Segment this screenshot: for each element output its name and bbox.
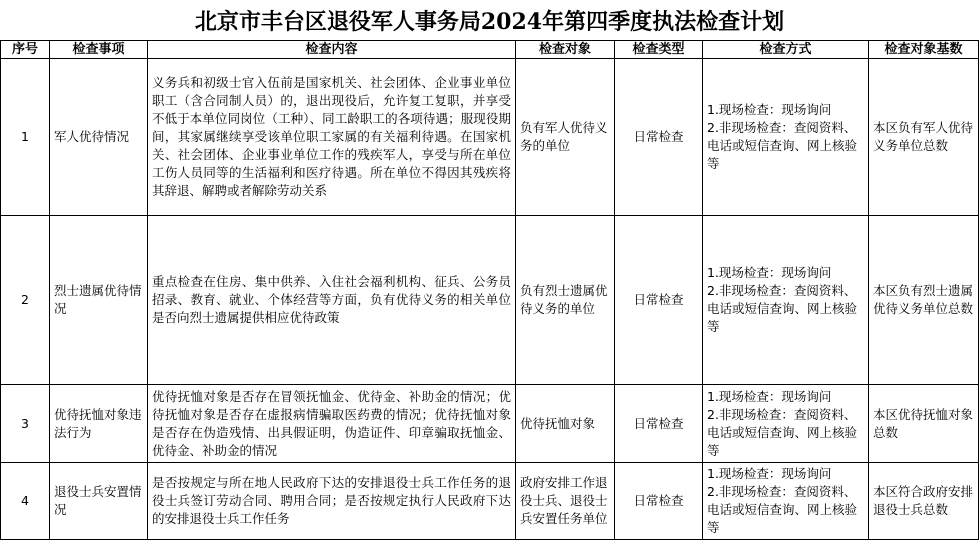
row-target: 负有烈士遗属优待义务的单位 (516, 216, 615, 385)
table-row (1, 385, 979, 463)
table-row (1, 59, 979, 216)
row-base: 本区负有烈士遗属优待义务单位总数 (869, 216, 979, 385)
row-no: 2 (1, 216, 50, 385)
row-item: 军人优待情况 (50, 59, 148, 216)
row-method: 1.现场检查：现场询问 2.非现场检查：查阅资料、电话或短信查询、网上核验等 (703, 463, 869, 540)
table-row (1, 216, 979, 385)
row-target: 优待抚恤对象 (516, 385, 615, 463)
header-type: 检查类型 (615, 41, 703, 59)
table-header-row (1, 41, 979, 59)
row-no: 4 (1, 463, 50, 540)
row-target: 政府安排工作退役士兵、退役士兵安置任务单位 (516, 463, 615, 540)
header-method: 检查方式 (703, 41, 869, 59)
inspection-plan-table (0, 40, 979, 540)
row-method: 1.现场检查：现场询问 2.非现场检查：查阅资料、电话或短信查询、网上核验等 (703, 59, 869, 216)
row-type: 日常检查 (615, 216, 703, 385)
row-content: 是否按规定与所在地人民政府下达的安排退役士兵工作任务的退役士兵签订劳动合同、聘用合同；是否按规定执行人民政府下达的安排退役士兵工作任务 (148, 463, 516, 540)
row-item: 优待抚恤对象违法行为 (50, 385, 148, 463)
row-content: 优待抚恤对象是否存在冒领抚恤金、优待金、补助金的情况；优待抚恤对象是否存在虚报病情骗取医药费的情况；优待抚恤对象是否存在伪造残情、出具假证明，伪造证件、印章骗取抚恤金、优待金、补助金的情况 (148, 385, 516, 463)
row-method: 1.现场检查：现场询问 2.非现场检查：查阅资料、电话或短信查询、网上核验等 (703, 216, 869, 385)
row-base: 本区优待抚恤对象总数 (869, 385, 979, 463)
page-title: 北京市丰台区退役军人事务局2024年第四季度执法检查计划 (194, 8, 785, 35)
header-base: 检查对象基数 (869, 41, 979, 59)
row-type: 日常检查 (615, 385, 703, 463)
row-item: 烈士遗属优待情况 (50, 216, 148, 385)
header-no: 序号 (1, 41, 50, 59)
header-target: 检查对象 (516, 41, 615, 59)
row-method: 1.现场检查：现场询问 2.非现场检查：查阅资料、电话或短信查询、网上核验等 (703, 385, 869, 463)
row-base: 本区负有军人优待义务单位总数 (869, 59, 979, 216)
row-target: 负有军人优待义务的单位 (516, 59, 615, 216)
row-no: 3 (1, 385, 50, 463)
row-content: 义务兵和初级士官入伍前是国家机关、社会团体、企业事业单位职工（含合同制人员）的，退出现役后，允许复工复职，并享受不低于本单位同岗位（工种）、同工龄职工的各项待遇；服现役期间，其家属继续享受该单位职工家属的有关福利待遇。在国家机关、社会团体、企业事业单位工作的残疾军人，享受与所在单位工伤人员同等的生活福利和医疗待遇。所在单位不得因其残疾将其辞退、解聘或者解除劳动关系 (148, 59, 516, 216)
row-no: 1 (1, 59, 50, 216)
row-type: 日常检查 (615, 463, 703, 540)
row-content: 重点检查在住房、集中供养、入住社会福利机构、征兵、公务员招录、教育、就业、个体经营等方面，负有优待义务的相关单位是否向烈士遗属提供相应优待政策 (148, 216, 516, 385)
table-row (1, 463, 979, 540)
header-item: 检查事项 (50, 41, 148, 59)
row-item: 退役士兵安置情况 (50, 463, 148, 540)
row-type: 日常检查 (615, 59, 703, 216)
header-content: 检查内容 (148, 41, 516, 59)
row-base: 本区符合政府安排退役士兵总数 (869, 463, 979, 540)
